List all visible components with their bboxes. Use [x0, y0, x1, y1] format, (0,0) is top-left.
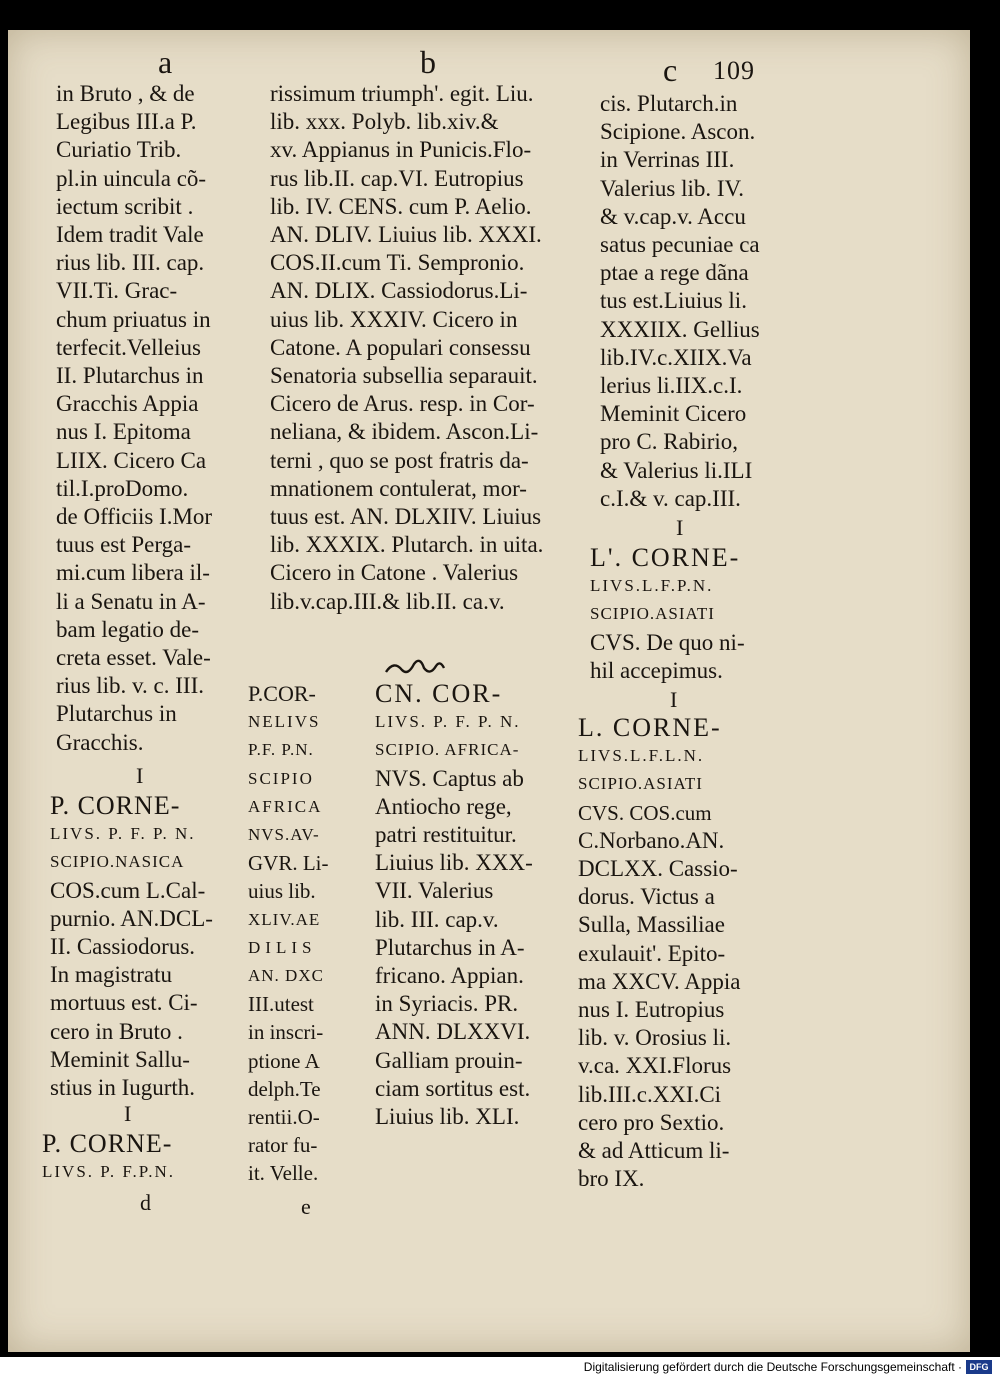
text-line: cis. Plutarch.in [600, 91, 738, 116]
text-line: c.I.& v. cap.III. [600, 485, 741, 511]
text-line: Cicero de Arus. resp. in Cor- [270, 391, 535, 417]
text-line: bam legatio de- [56, 616, 200, 642]
text-line: VII.Ti. Grac- [56, 278, 178, 304]
funding-footer [0, 1357, 1000, 1378]
book-page [8, 30, 970, 1352]
text-line: Catone. A populari consessu [270, 334, 531, 360]
column-a-entry-cornelius-nasica [50, 792, 265, 1102]
text-line: Galliam prouin- [375, 1047, 523, 1073]
entry-heading-line: SCIPIO.NASICA [50, 852, 185, 872]
entry-separator: I [670, 687, 678, 712]
text-line: DILIS [248, 937, 317, 957]
text-line: neliana, & ibidem. Ascon.Li- [270, 419, 539, 445]
text-line: creta esset. Vale- [56, 645, 211, 671]
text-line: XXXIIX. Gellius [600, 316, 760, 342]
entry-heading: CN. COR- [375, 679, 503, 708]
text-line: li a Senatu in A- [56, 588, 206, 614]
text-line: VII. Valerius [375, 878, 494, 904]
text-line: terni , quo se post fratris da- [270, 447, 529, 473]
text-line: lib.III.c.XXI.Ci [578, 1081, 722, 1107]
text-line: pl.in uincula cõ- [56, 165, 207, 191]
text-line: nus I. Epitoma [56, 419, 191, 445]
text-line: ptae a rege dãna [600, 260, 749, 286]
dfg-logo: DFG [966, 1360, 992, 1374]
entry-heading-line: SCIPIO.ASIATI [590, 604, 715, 624]
text-line: exulauit'. Epito- [578, 940, 726, 966]
text-line: Meminit Cicero [600, 401, 747, 427]
text-line: rus lib.II. cap.VI. Eutropius [270, 165, 524, 191]
text-line: ANN. DLXXVI. [375, 1019, 531, 1045]
entry-separator: I [136, 763, 144, 788]
entry-heading-line: SCIPIO.ASIATI [578, 774, 703, 794]
text-line: purnio. AN.DCL- [50, 905, 213, 931]
text-line: rius lib. v. c. III. [56, 673, 204, 699]
text-line: lib. xxx. Polyb. lib.xiv.& [270, 109, 499, 135]
text-line: mnationem contulerat, mor- [270, 475, 527, 501]
entry-heading: P. CORNE- [42, 1129, 173, 1158]
entry-heading-line: LIVS.L.F.P.N. [590, 576, 714, 596]
text-line: tus est.Liuius li. [600, 288, 747, 314]
text-line: delph.Te [248, 1076, 321, 1101]
text-line: Meminit Sallu- [50, 1046, 190, 1072]
text-line: Gracchis. [56, 729, 144, 755]
text-line: rius lib. III. cap. [56, 250, 205, 276]
column-header-a: a [158, 44, 173, 80]
column-c-text [600, 90, 800, 513]
text-line: Curiatio Trib. [56, 137, 182, 163]
text-line: uius lib. [248, 879, 316, 904]
text-line: CVS. De quo ni- [590, 629, 745, 655]
text-line: in Syriacis. PR. [375, 991, 519, 1017]
text-line: dorus. Victus a [578, 884, 715, 910]
text-line: Liuius lib. XLI. [375, 1104, 520, 1130]
text-line: DCLXX. Cassio- [578, 856, 738, 882]
text-line: In magistratu [50, 962, 172, 988]
text-line: AN. DLIV. Liuius lib. XXXI. [270, 222, 542, 248]
signature-mark-center: e [301, 1194, 311, 1219]
text-line: XLIV.AE [248, 909, 321, 929]
column-b1-entry-cornelius-africanus [248, 680, 366, 1188]
column-b2-entry-cn-cornelius [375, 680, 575, 1131]
ornament-flourish [384, 656, 446, 678]
column-header-b: b [420, 44, 436, 80]
text-line: Liuius lib. XXX- [375, 850, 533, 876]
text-line: stius in Iugurth. [50, 1075, 196, 1101]
text-line: nus I. Eutropius [578, 997, 725, 1023]
text-line: lerius li.IIX.c.I. [600, 373, 743, 399]
text-line: chum priuatus in [56, 306, 211, 332]
text-line: de Officiis I.Mor [56, 504, 213, 530]
text-line: Senatoria subsellia separauit. [270, 363, 538, 389]
column-c-entry-cornelius-asiaticus-1 [590, 544, 795, 685]
text-line: & Valerius li.ILI [600, 457, 753, 483]
entry-heading-line: LIVS. P. F.P.N. [42, 1162, 176, 1182]
entry-heading-line: LIVS.L.F.L.N. [578, 746, 705, 766]
text-line: lib.v.cap.III.& lib.II. ca.v. [270, 588, 505, 614]
text-line: LIIX. Cicero Ca [56, 447, 207, 473]
text-line: tuus est. AN. DLXIIV. Liuius [270, 504, 542, 530]
text-line: patri restituitur. [375, 822, 517, 848]
text-line: AN. DLIX. Cassiodorus.Li- [270, 278, 528, 304]
column-b-text [270, 80, 605, 616]
text-line: III.utest [248, 992, 314, 1017]
text-line: Scipione. Ascon. [600, 119, 756, 145]
text-line: GVR. Li- [248, 851, 329, 876]
text-line: in Bruto , & de [56, 81, 195, 106]
entry-separator: I [124, 1101, 132, 1126]
text-line: lib. III. cap.v. [375, 906, 499, 932]
text-line: til.I.proDomo. [56, 475, 189, 501]
text-line: II. Cassiodorus. [50, 934, 196, 960]
text-line: iectum scribit . [56, 193, 194, 219]
text-line: in inscri- [248, 1020, 324, 1045]
text-line: satus pecuniae ca [600, 232, 760, 258]
text-line: Legibus III.a P. [56, 109, 197, 135]
text-line: Cicero in Catone . Valerius [270, 560, 519, 586]
text-line: cero in Bruto . [50, 1018, 183, 1044]
text-line: Plutarchus in A- [375, 934, 525, 960]
text-line: ma XXCV. Appia [578, 968, 741, 994]
text-line: ciam sortitus est. [375, 1075, 531, 1101]
text-line: rator fu- [248, 1133, 318, 1158]
page-number: 109 [713, 56, 755, 85]
entry-heading: L. CORNE- [578, 713, 722, 742]
entry-heading: L'. CORNE- [590, 543, 741, 572]
text-line: mi.cum libera il- [56, 560, 210, 586]
entry-heading-line: LIVS. P. F. P. N. [375, 712, 521, 732]
column-a-text [56, 80, 266, 757]
text-line: it. Velle. [248, 1161, 319, 1186]
text-line: COS.cum L.Cal- [50, 877, 206, 903]
text-line: Antiocho rege, [375, 793, 512, 819]
text-line: & v.cap.v. Accu [600, 203, 746, 229]
text-line: lib. v. Orosius li. [578, 1025, 732, 1051]
entry-separator: I [676, 515, 684, 540]
text-line: lib. XXXIX. Plutarch. in uita. [270, 532, 544, 558]
text-line: tuus est Perga- [56, 532, 192, 558]
text-line: Gracchis Appia [56, 391, 199, 417]
text-line: COS.II.cum Ti. Sempronio. [270, 250, 525, 276]
text-line: lib.IV.c.XIIX.Va [600, 344, 752, 370]
text-line: NVS. Captus ab [375, 765, 524, 791]
text-line: mortuus est. Ci- [50, 990, 198, 1016]
text-line: C.Norbano.AN. [578, 827, 725, 853]
text-line: terfecit.Velleius [56, 334, 201, 360]
text-line: v.ca. XXI.Florus [578, 1053, 732, 1079]
entry-heading-line: NVS.AV- [248, 825, 320, 845]
text-line: cero pro Sextio. [578, 1109, 725, 1135]
text-line: ptione A [248, 1048, 320, 1073]
text-line: xv. Appianus in Punicis.Flo- [270, 137, 532, 163]
text-line: Valerius lib. IV. [600, 175, 744, 201]
entry-heading-line: SCIPIO [248, 768, 314, 788]
entry-heading: P.COR- [248, 681, 316, 706]
text-line: fricano. Appian. [375, 963, 524, 989]
text-line: in Verrinas III. [600, 147, 735, 173]
text-line: & ad Atticum li- [578, 1138, 730, 1164]
text-line: lib. IV. CENS. cum P. Aelio. [270, 193, 532, 219]
entry-heading-line: AFRICA [248, 796, 323, 816]
text-line: Idem tradit Vale [56, 222, 204, 248]
entry-heading-line: NELIVS [248, 712, 321, 732]
column-a-entry-cornelius [42, 1130, 252, 1186]
funding-note: Digitalisierung gefördert durch die Deutsche Forschungsgemeinschaft · [583, 1360, 962, 1374]
signature-mark-left: d [140, 1190, 151, 1215]
text-line: CVS. COS.cum [578, 800, 712, 825]
text-line: Sulla, Massiliae [578, 912, 725, 938]
entry-heading: P. CORNE- [50, 791, 181, 820]
text-line: bro IX. [578, 1166, 645, 1192]
entry-heading-line: LIVS. P. F. P. N. [50, 824, 196, 844]
text-line: pro C. Rabirio, [600, 429, 738, 455]
text-line: hil accepimus. [590, 657, 723, 683]
text-line: rentii.O- [248, 1105, 320, 1130]
entry-heading-line: P.F. P.N. [248, 740, 314, 760]
text-line: AN. DXC [248, 966, 324, 986]
text-line: rissimum triumph'. egit. Liu. [270, 81, 534, 106]
column-c-entry-cornelius-asiaticus-2 [578, 714, 793, 1193]
column-header-c: c [663, 52, 678, 88]
text-line: Plutarchus in [56, 701, 177, 727]
text-line: uius lib. XXXIV. Cicero in [270, 306, 518, 332]
entry-heading-line: SCIPIO. AFRICA- [375, 740, 520, 760]
text-line: II. Plutarchus in [56, 363, 204, 389]
